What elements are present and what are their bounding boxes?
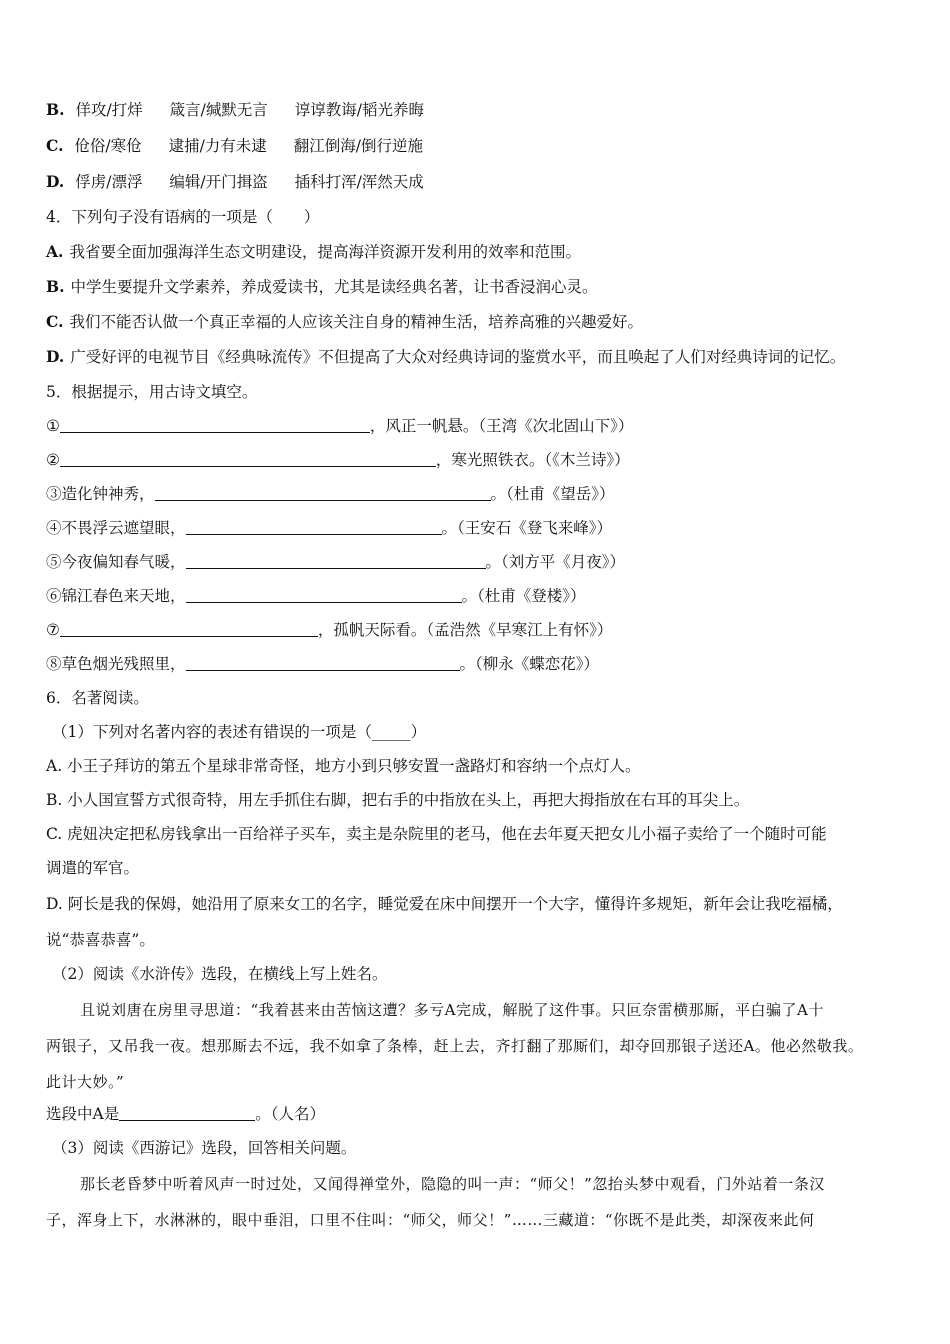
q6-part3-stem: （3）阅读《西游记》选段，回答相关问题。 [52, 1139, 357, 1157]
option-item: 编辑/开门揖盗 [169, 173, 268, 191]
q6-stem: 6．名著阅读。 [46, 689, 149, 707]
option-label: C. [46, 312, 64, 331]
option-text: 我们不能否认做一个真正幸福的人应该关注自身的精神生活，培养高雅的兴趣爱好。 [69, 313, 643, 331]
answer-blank[interactable] [60, 416, 370, 433]
q6-part1-option-d-line2: 说“恭喜恭喜”。 [46, 931, 155, 949]
q6-part3-passage-line1: 那长老昏梦中听着风声一时过处，又闻得禅堂外，隐隐的叫一声：“师父！”忽抬头梦中观看，门外站着一条汉 [80, 1175, 825, 1193]
option-item: 俘虏/漂浮 [75, 173, 143, 191]
q6-part1-option-b: B. 小人国宣誓方式很奇特，用左手抓住右脚，把右手的中指放在头上，再把大拇指放在右耳的耳尖上。 [46, 791, 750, 809]
name-blank[interactable] [119, 1104, 255, 1121]
option-item: 箴言/缄默无言 [169, 101, 268, 119]
option-label: D. [46, 347, 65, 366]
item-suffix: 。（刘方平《月夜》） [485, 553, 626, 571]
item-number: ④ [46, 519, 62, 537]
option-item: 伧俗/寒伧 [74, 137, 142, 155]
option-text: 广受好评的电视节目《经典咏流传》不但提高了大众对经典诗词的鉴赏水平，而且唤起了人们对经典诗词的记忆。 [70, 348, 846, 366]
option-item: 插科打浑/浑然天成 [294, 173, 424, 191]
item-number: ② [46, 451, 60, 469]
item-suffix: 。（杜甫《望岳》） [490, 485, 615, 503]
q6-part1-option-c-line2: 调遣的军官。 [46, 859, 140, 877]
answer-blank[interactable] [60, 620, 318, 637]
q6-part1-option-a: A. 小王子拜访的第五个星球非常奇怪，地方小到只够安置一盏路灯和容纳一个点灯人。 [46, 757, 641, 775]
q4-option-a [46, 242, 910, 262]
q6-part2-passage-line2: 两银子，又吊我一夜。想那厮去不远，我不如拿了条棒，赶上去，齐打翻了那厮们，却夺回那银子送还A。他必然敬我。 [46, 1037, 864, 1055]
option-item: 逮捕/力有未逮 [168, 137, 267, 155]
option-item: 佯攻/打烊 [75, 101, 143, 119]
q5-item-5 [46, 552, 910, 572]
item-number: ⑦ [46, 621, 60, 639]
q5-stem: 5．根据提示，用古诗文填空。 [46, 383, 258, 401]
option-item: 翻江倒海/倒行逆施 [293, 137, 423, 155]
answer-blank[interactable] [186, 586, 462, 603]
option-text: 中学生要提升文学素养，养成爱读书，尤其是读经典名著，让书香浸润心灵。 [70, 278, 598, 296]
item-number: ③ [46, 485, 62, 503]
item-number: ⑤ [46, 553, 62, 571]
q5-item-7 [46, 620, 910, 640]
q6-part1-option-d-line1: D. 阿长是我的保姆，她沿用了原来女工的名字，睡觉爱在床中间摆开一个大字，懂得许多规矩，新年会让我吃福橘， [46, 895, 843, 913]
q4-stem: 4．下列句子没有语病的一项是（ ） [46, 208, 320, 226]
option-label: B. [46, 277, 65, 296]
item-suffix: ，孤帆天际看。（孟浩然《早寒江上有怀》） [317, 621, 613, 639]
q5-item-6 [46, 586, 910, 606]
answer-blank[interactable] [186, 552, 486, 569]
option-label: D. [46, 172, 65, 191]
item-prefix: 今夜偏知春气暖， [61, 553, 186, 571]
item-suffix: ，风正一帆悬。（王湾《次北固山下》） [369, 417, 634, 435]
item-suffix: ，寒光照铁衣。（《木兰诗》） [435, 451, 630, 469]
q6-part2-passage-line1: 且说刘唐在房里寻思道：“我着甚来由苦恼这遭？多亏A完成，解脱了这件事。只叵奈雷横那厮，平白骗了A十 [80, 1001, 824, 1019]
answer-blank[interactable] [60, 450, 436, 467]
q6-part1-option-c-line1: C. 虎妞决定把私房钱拿出一百给祥子买车，卖主是杂院里的老马，他在去年夏天把女儿小福子卖给了一个随时可能 [46, 825, 827, 843]
q4-option-c [46, 312, 910, 332]
option-text: 我省要全面加强海洋生态文明建设，提高海洋资源开发利用的效率和范围。 [69, 243, 581, 261]
q5-item-4 [46, 518, 910, 538]
answer-blank[interactable] [186, 518, 442, 535]
q5-item-8 [46, 654, 910, 674]
option-label: A. [46, 242, 64, 261]
option-label: B. [46, 100, 65, 119]
item-suffix: 。（柳永《蝶恋花》） [459, 655, 600, 673]
item-number: ① [46, 417, 60, 435]
q5-item-1 [46, 416, 910, 436]
answer-blank[interactable] [155, 484, 491, 501]
q3-option-c [46, 136, 910, 156]
item-prefix: 不畏浮云遮望眼， [61, 519, 186, 537]
q6-part3-passage-line2: 子，浑身上下，水淋淋的，眼中垂泪，口里不住叫：“师父，师父！”……三藏道：“你既不是此类，却深夜来此何 [46, 1211, 815, 1229]
item-number: ⑧ [46, 655, 62, 673]
item-prefix: 锦江春色来天地， [61, 587, 186, 605]
q5-item-2 [46, 450, 910, 470]
option-item: 谆谆教诲/韬光养晦 [294, 101, 425, 119]
item-prefix: 草色烟光残照里， [61, 655, 186, 673]
answer-suffix: 。（人名） [255, 1105, 325, 1123]
item-suffix: 。（王安石《登飞来峰》） [441, 519, 613, 537]
item-suffix: 。（杜甫《登楼》） [461, 587, 586, 605]
answer-prefix: 选段中A是 [46, 1105, 120, 1123]
q6-part2-answer [46, 1104, 910, 1124]
item-prefix: 造化钟神秀， [61, 485, 155, 503]
option-label: C. [46, 136, 64, 155]
q6-part2-stem: （2）阅读《水浒传》选段，在横线上写上姓名。 [52, 965, 388, 983]
q4-option-d [46, 347, 910, 367]
item-number: ⑥ [46, 587, 62, 605]
q6-part1-stem: （1）下列对名著内容的表述有错误的一项是（_____） [52, 723, 427, 741]
q5-item-3 [46, 484, 910, 504]
q6-part2-passage-line3: 此计大妙。” [46, 1073, 125, 1091]
q3-option-d [46, 172, 910, 192]
answer-blank[interactable] [186, 654, 460, 671]
q4-option-b [46, 277, 910, 297]
q3-option-b [46, 100, 910, 120]
